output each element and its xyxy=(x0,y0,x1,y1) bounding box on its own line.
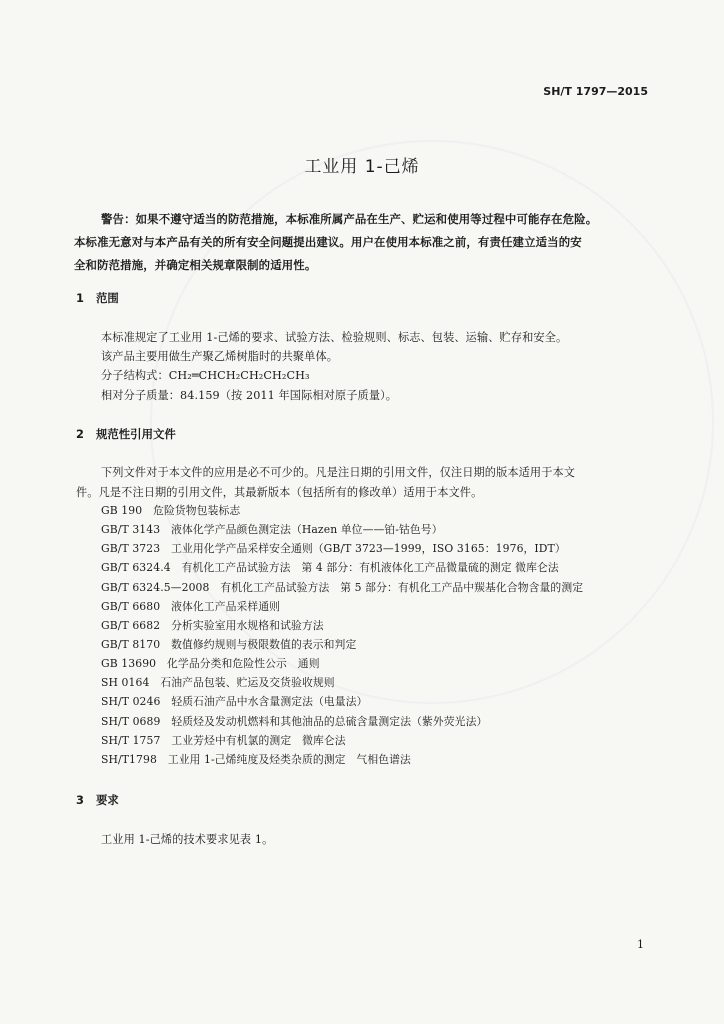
reference-item: GB/T 6324.4 有机化工产品试验方法 第 4 部分：有机液体化工产品微量硫的测定 微库仑法 xyxy=(101,561,559,574)
reference-item: SH/T 0689 轻质烃及发动机燃料和其他油品的总硫含量测定法（紫外荧光法） xyxy=(101,715,488,728)
molecular-mass-line: 相对分子质量：84.159（按 2011 年国际相对原子质量）。 xyxy=(101,389,398,402)
reference-item: SH/T 0246 轻质石油产品中水含量测定法（电量法） xyxy=(101,695,368,708)
reference-item: SH/T1798 工业用 1-己烯纯度及烃类杂质的测定 气相色谱法 xyxy=(101,753,411,766)
section-title: 范围 xyxy=(96,291,119,305)
reference-item: GB 13690 化学品分类和危险性公示 通则 xyxy=(101,657,320,670)
formula-label: 分子结构式： xyxy=(101,369,169,382)
reference-item: GB/T 6680 液体化工产品采样通则 xyxy=(101,600,281,613)
reference-item: SH 0164 石油产品包装、贮运及交货验收规则 xyxy=(101,676,335,689)
warning-line: 本标准无意对与本产品有关的所有安全问题提出建议。用户在使用本标准之前，有责任建立适当的安 xyxy=(74,235,582,249)
section-number: 1 xyxy=(76,291,84,305)
formula-line xyxy=(101,367,310,383)
body-line: 该产品主要用做生产聚乙烯树脂时的共聚单体。 xyxy=(101,350,339,363)
section-title: 要求 xyxy=(96,793,119,807)
reference-item: GB 190 危险货物包装标志 xyxy=(101,504,241,517)
reference-item: GB/T 3723 工业用化学产品采样安全通则（GB/T 3723—1999，ISO 3165：1976，IDT） xyxy=(101,542,566,555)
section-title: 规范性引用文件 xyxy=(96,427,176,441)
section-heading-normative-references xyxy=(76,426,176,442)
reference-item: GB/T 3143 液体化学产品颜色测定法（Hazen 单位——铂-钴色号） xyxy=(101,523,443,536)
section-heading-scope xyxy=(76,290,119,306)
warning-line: 警告：如果不遵守适当的防范措施，本标准所属产品在生产、贮运和使用等过程中可能存在危险。 xyxy=(101,212,598,226)
reference-item: SH/T 1757 工业芳烃中有机氯的测定 微库仑法 xyxy=(101,734,346,747)
body-line: 下列文件对于本文件的应用是必不可少的。凡是注日期的引用文件，仅注日期的版本适用于本文 xyxy=(101,466,576,479)
warning-line: 全和防范措施，并确定相关规章限制的适用性。 xyxy=(74,258,317,272)
document-title: 工业用 1-己烯 xyxy=(304,157,420,177)
reference-item: GB/T 8170 数值修约规则与极限数值的表示和判定 xyxy=(101,638,357,651)
body-line: 件。凡是不注日期的引用文件，其最新版本（包括所有的修改单）适用于本文件。 xyxy=(76,486,483,499)
body-line: 本标准规定了工业用 1-己烯的要求、试验方法、检验规则、标志、包装、运输、贮存和安全。 xyxy=(101,331,568,344)
section-number: 3 xyxy=(76,793,84,807)
molecular-formula: CH₂═CHCH₂CH₂CH₂CH₃ xyxy=(168,369,310,382)
body-line: 工业用 1-己烯的技术要求见表 1。 xyxy=(101,833,274,846)
standard-number: SH/T 1797—2015 xyxy=(543,85,648,98)
reference-item: GB/T 6324.5—2008 有机化工产品试验方法 第 5 部分：有机化工产品中羰基化合物含量的测定 xyxy=(101,581,584,594)
section-heading-requirements xyxy=(76,792,119,808)
page-number: 1 xyxy=(637,938,644,951)
reference-item: GB/T 6682 分析实验室用水规格和试验方法 xyxy=(101,619,324,632)
section-number: 2 xyxy=(76,427,84,441)
